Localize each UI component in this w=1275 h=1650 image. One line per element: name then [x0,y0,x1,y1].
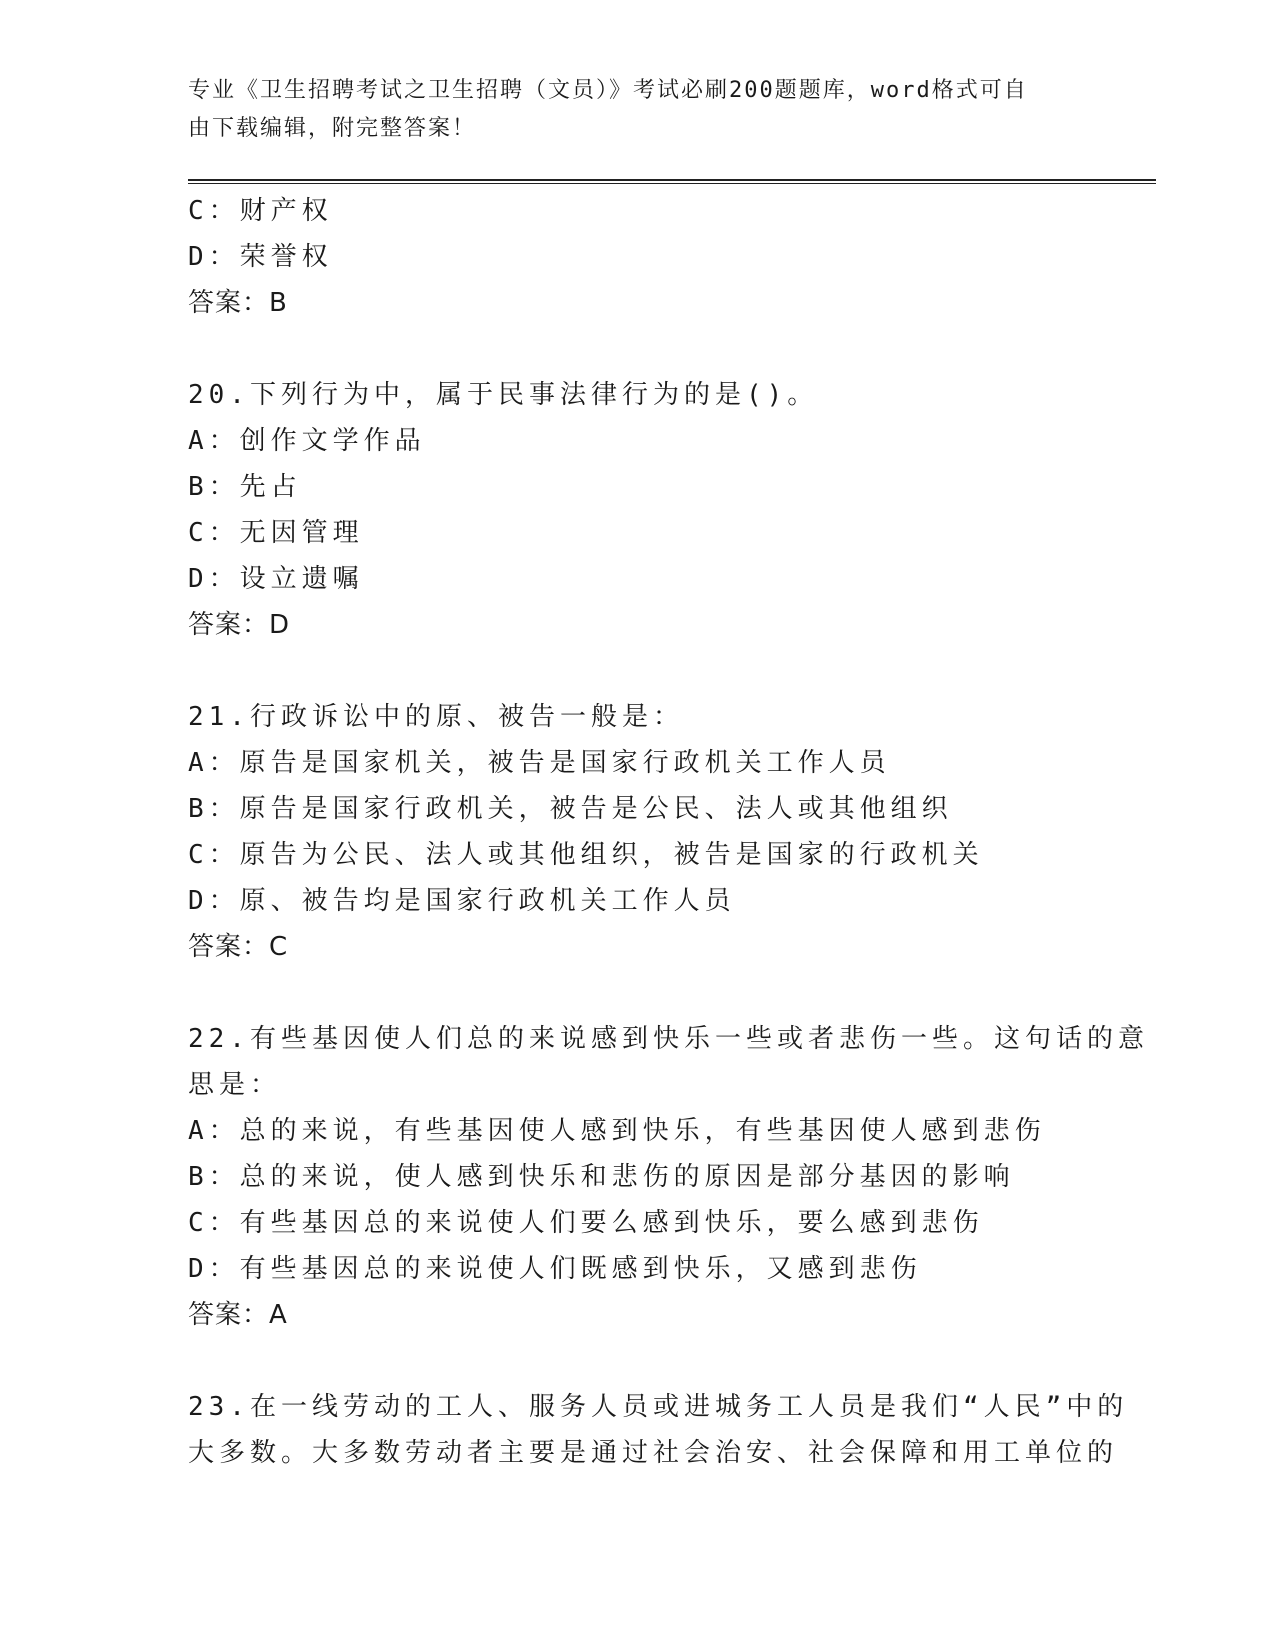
question-text: 21.行政诉讼中的原、被告一般是： [188,702,684,732]
question-23 [188,1384,1129,1476]
question-text-line-1: 22.有些基因使人们总的来说感到快乐一些或者悲伤一些。这句话的意 [188,1024,1149,1054]
question-21 [188,694,1088,970]
document-header [188,72,1088,148]
answer: 答案：C [188,932,289,962]
option-a: A：总的来说，有些基因使人感到快乐，有些基因使人感到悲伤 [188,1116,1046,1146]
answer: 答案：B [188,288,288,318]
question-gap [188,970,1088,1016]
option-c: C：原告为公民、法人或其他组织，被告是国家的行政机关 [188,840,984,870]
answer: 答案：A [188,1300,288,1330]
question-19 [188,188,1088,326]
option-d: D：原、被告均是国家行政机关工作人员 [188,886,736,916]
option-a: A：创作文学作品 [188,426,426,456]
header-title-line-2: 由下载编辑，附完整答案！ [188,116,477,141]
question-list [188,188,1149,1476]
question-text-line-2: 大多数。大多数劳动者主要是通过社会治安、社会保障和用工单位的 [188,1438,1119,1468]
question-20 [188,372,1088,648]
answer: 答案：D [188,610,291,640]
question-text-line-1: 23.在一线劳动的工人、服务人员或进城务工人员是我们“人民”中的 [188,1392,1129,1422]
question-text: 20.下列行为中，属于民事法律行为的是()。 [188,380,819,410]
option-d: D：有些基因总的来说使人们既感到快乐，又感到悲伤 [188,1254,922,1284]
question-22 [188,1016,1149,1338]
option-d: D：荣誉权 [188,242,333,272]
question-gap [188,1338,1088,1384]
option-b: B：总的来说，使人感到快乐和悲伤的原因是部分基因的影响 [188,1162,1015,1192]
header-divider-thin [188,183,1156,184]
header-title-line-1: 专业《卫生招聘考试之卫生招聘（文员）》考试必刷200题题库，word格式可自 [188,78,1028,103]
question-gap [188,326,1088,372]
option-a: A：原告是国家机关，被告是国家行政机关工作人员 [188,748,891,778]
option-c: C：无因管理 [188,518,364,548]
option-c: C：财产权 [188,196,333,226]
option-b: B：先占 [188,472,302,502]
header-divider-thick [188,179,1156,181]
question-gap [188,648,1088,694]
option-b: B：原告是国家行政机关，被告是公民、法人或其他组织 [188,794,953,824]
question-text-line-2: 思是： [188,1070,282,1100]
option-d: D：设立遗嘱 [188,564,364,594]
option-c: C：有些基因总的来说使人们要么感到快乐，要么感到悲伤 [188,1208,984,1238]
